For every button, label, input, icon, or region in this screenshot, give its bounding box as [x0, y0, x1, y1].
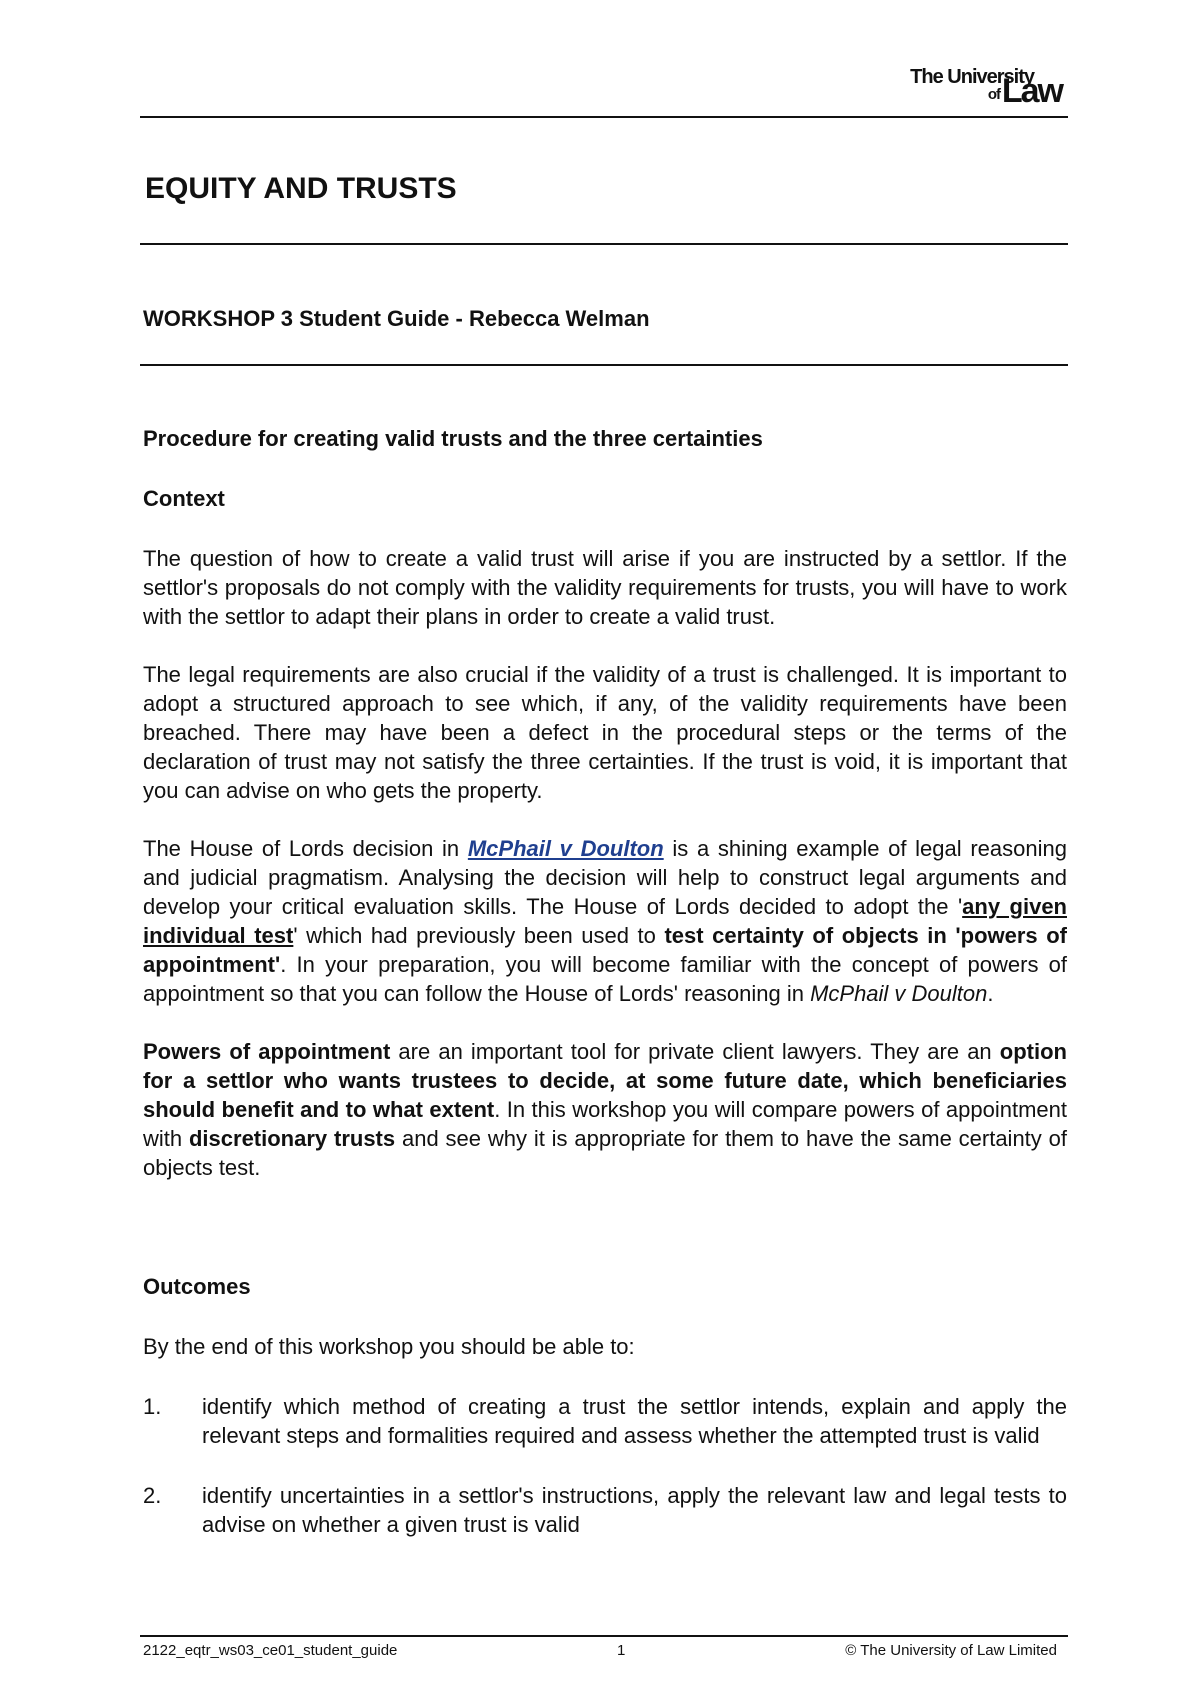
case-name-italic: McPhail v Doulton	[810, 981, 988, 1006]
context-heading: Context	[143, 486, 225, 511]
university-of-law-logo	[862, 62, 1062, 108]
emphasis-powers-of-appointment: Powers of appointment	[143, 1039, 391, 1064]
emphasis-option-for-settlor: option for a settlor who wants trustees to decide, at some future date, which beneficiaries should benefit and to what extent	[143, 1039, 1067, 1122]
context-paragraph-2: The legal requirements are also crucial if the validity of a trust is challenged. It is important to adopt a structured approach to see which, if any, of the validity requirements have been breached. There may have been a defect in the procedural steps or the terms of the declaration of trust may not satisfy the three certainties. If the trust is void, it is important that you can advise on who gets the property.	[143, 662, 1067, 803]
list-item	[143, 1392, 1067, 1450]
text-span: is a shining example of legal reasoning and judicial pragmatism. Analysing the decision will help to construct legal arguments and develop your critical evaluation skills. The House of Lords decided to adopt the '	[143, 836, 1067, 919]
mcphail-paragraph	[143, 834, 1067, 1008]
logo-line2: of	[987, 86, 1000, 103]
logo-line1: The University	[910, 66, 1034, 88]
text-span: and see why it is appropriate for them to have the same certainty of objects test.	[143, 1126, 1067, 1180]
footer-filename: 2122_eqtr_ws03_ce01_student_guide	[143, 1642, 398, 1659]
list-item-text: identify uncertainties in a settlor's instructions, apply the relevant law and legal tests to advise on whether a given trust is valid	[202, 1483, 1067, 1537]
logo-line3: Law	[1001, 72, 1062, 110]
outcomes-list	[143, 1392, 1067, 1539]
outcomes-heading: Outcomes	[143, 1274, 251, 1299]
text-span: ' which had previously been used to	[293, 923, 665, 948]
list-item-text: identify which method of creating a trust the settlor intends, explain and apply the relevant steps and formalities required and assess whether the attempted trust is valid	[202, 1394, 1067, 1448]
list-item	[143, 1481, 1067, 1539]
document-title: EQUITY AND TRUSTS	[145, 172, 457, 205]
subtitle-rule	[140, 364, 1068, 366]
text-span: The House of Lords decision in	[143, 836, 468, 861]
document-subtitle: WORKSHOP 3 Student Guide - Rebecca Welman	[143, 306, 650, 331]
outcomes-intro: By the end of this workshop you should be able to:	[143, 1334, 635, 1359]
footer-page-number: 1	[617, 1642, 626, 1659]
powers-paragraph	[143, 1037, 1067, 1182]
emphasis-certainty-of-objects: test certainty of objects in 'powers of appointment'	[143, 923, 1067, 977]
text-span: . In this workshop you will compare powers of appointment with	[143, 1097, 1067, 1151]
text-span: .	[987, 981, 994, 1006]
footer-rule	[140, 1635, 1068, 1637]
text-span: . In your preparation, you will become familiar with the concept of powers of appointment so that you can follow the House of Lords' reasoning in	[143, 952, 1067, 1006]
list-item-number: 2.	[143, 1483, 162, 1508]
header-rule	[140, 116, 1068, 118]
emphasis-discretionary-trusts: discretionary trusts	[188, 1126, 396, 1151]
mcphail-case-link[interactable]: McPhail v Doulton	[467, 836, 664, 861]
context-paragraph-1: The question of how to create a valid trust will arise if you are instructed by a settlor. If the settlor's proposals do not comply with the validity requirements for trusts, you will have to work with the settlor to adapt their plans in order to create a valid trust.	[143, 546, 1067, 629]
text-span: are an important tool for private client lawyers. They are an	[390, 1039, 1000, 1064]
section-heading: Procedure for creating valid trusts and the three certainties	[143, 426, 763, 451]
emphasis-any-given-individual-test: any given individual test	[143, 894, 1067, 948]
title-rule	[140, 243, 1068, 245]
list-item-number: 1.	[143, 1394, 162, 1419]
document-body	[143, 424, 1067, 1539]
footer-copyright: © The University of Law Limited	[845, 1642, 1057, 1659]
